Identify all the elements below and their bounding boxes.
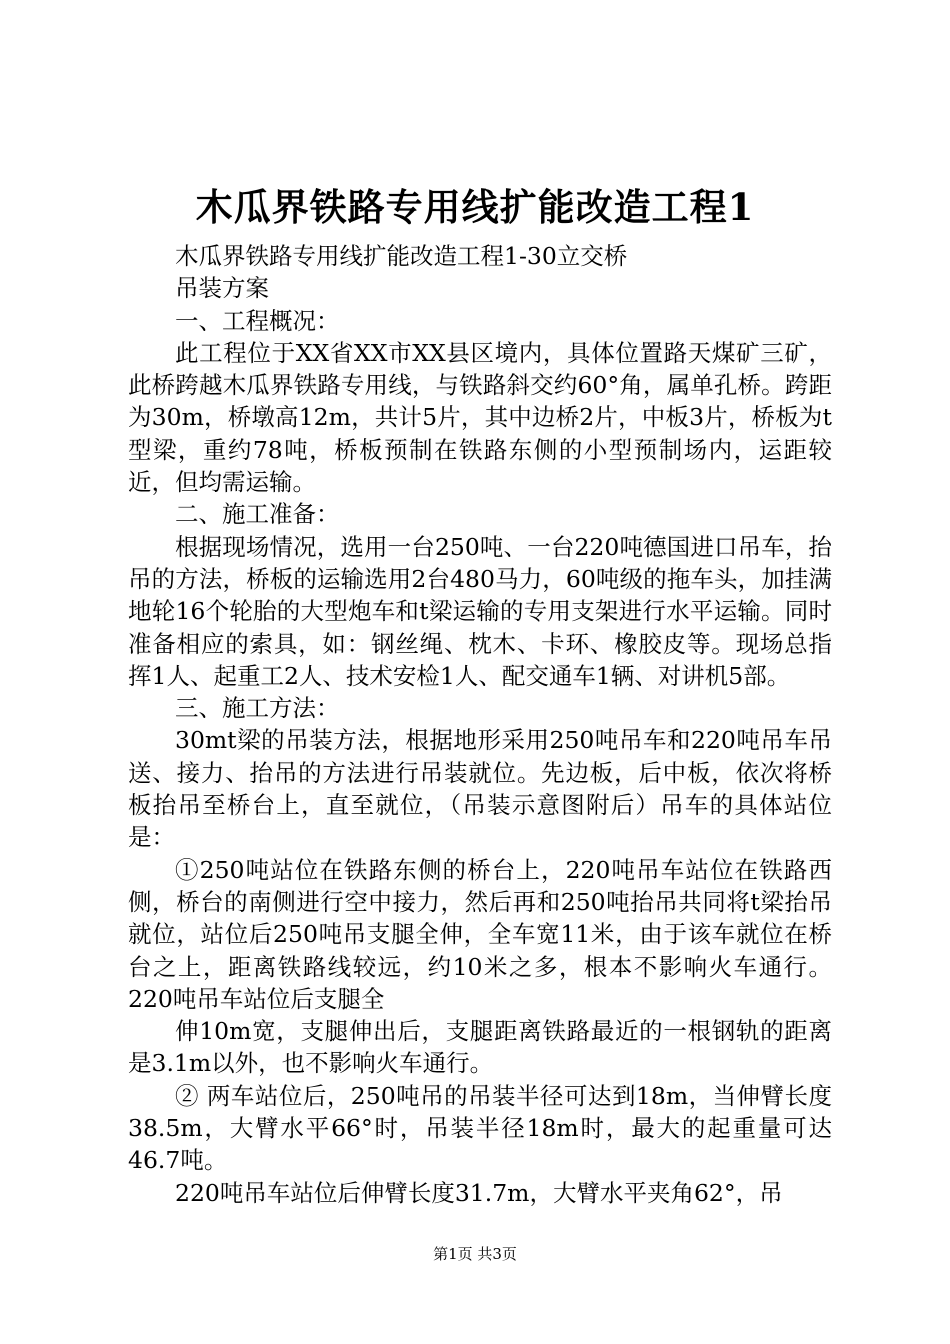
paragraph: 根据现场情况，选用一台250吨、一台220吨德国进口吊车，抬吊的方法，桥板的运输选用2台480马力，60吨级的拖车头，加挂满地轮16个轮胎的大型炮车和t梁运输的专用支架进行水平运输。同时准备相应的索具，如：钢丝绳、枕木、卡环、橡胶皮等。现场总指挥1人、起重工2人、技术安检1人、配交通车1辆、对讲机5部。 (128, 532, 832, 690)
section-heading: 三、施工方法： (175, 694, 340, 723)
section-heading: 二、施工准备： (175, 500, 340, 529)
subtitle-line: 吊装方案 (175, 274, 269, 303)
paragraph: 30mt梁的吊装方法，根据地形采用250吨吊车和220吨吊车吊送、接力、抬吊的方法进行吊装就位。先边板，后中板，依次将桥板抬吊至桥台上，直至就位，（吊装示意图附后）吊车的具体站位是： (128, 726, 832, 852)
subtitle-line: 木瓜界铁路专用线扩能改造工程1-30立交桥 (175, 242, 628, 270)
document-body (128, 240, 832, 1209)
page-number: 第1页 共3页 (433, 1245, 517, 1263)
paragraph: 220吨吊车站位后伸臂长度31.7m，大臂水平夹角62°，吊 (175, 1178, 783, 1207)
paragraph: ② 两车站位后，250吨吊的吊装半径可达到18m，当伸臂长度38.5m，大臂水平66°时，吊装半径18m时，最大的起重量可达46.7吨。 (128, 1081, 832, 1175)
paragraph: 伸10m宽，支腿伸出后，支腿距离铁路最近的一根钢轨的距离是3.1m以外，也不影响火车通行。 (128, 1017, 832, 1078)
paragraph: ①250吨站位在铁路东侧的桥台上，220吨吊车站位在铁路西侧，桥台的南侧进行空中接力，然后再和250吨抬吊共同将t梁抬吊就位，站位后250吨吊支腿全伸，全车宽11米，由于该车就位在桥台之上，距离铁路线较远，约10米之多，根本不影响火车通行。220吨吊车站位后支腿全 (128, 855, 832, 1013)
section-heading: 一、工程概况： (175, 306, 340, 335)
paragraph: 此工程位于XX省XX市XX县区境内，具体位置路天煤矿三矿，此桥跨越木瓜界铁路专用线，与铁路斜交约60°角，属单孔桥。跨距为30m，桥墩高12m，共计5片，其中边桥2片，中板3片，桥板为t型梁，重约78吨，桥板预制在铁路东侧的小型预制场内，运距较近，但均需运输。 (128, 338, 832, 497)
document-title: 木瓜界铁路专用线扩能改造工程1 (195, 185, 755, 229)
